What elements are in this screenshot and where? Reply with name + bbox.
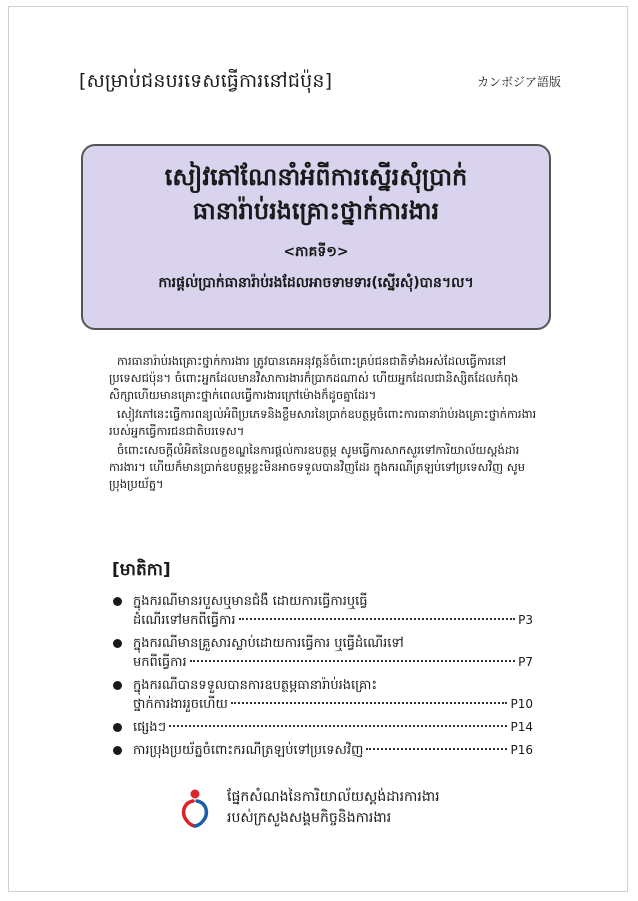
audience-label: [សម្រាប់ជនបរទេសធ្វើការនៅជប៉ុន] [79,70,333,92]
bullet-icon [113,597,122,606]
toc-item-line: ក្នុងករណីបានទទួលបានការឧបត្ថម្ភធានារ៉ាប់រងគ្រោះ [133,678,378,693]
language-tag: カンボジア語版 [477,75,562,89]
organization-name [227,787,440,829]
intro-paragraph: ចំពោះសេចក្ដីលំអិតនៃលក្ខខណ្ឌនៃការផ្ដល់ការឧបត្ថម្ភ សូមធ្វើការសាកសួរទៅការិយាល័យស្ដង់ដារការងារ។ ហើយក៏មានប្រាក់ឧបត្ថម្ភខ្លះមិនអាចទទួលបានវិញដែរ ក្នុងករណីត្រឡប់ទៅប្រទេសវិញ សូមប្រុងប្រយ័ត្ន។ [109,443,525,491]
toc-heading: [មាតិកា] [112,560,171,580]
part-label: <ភាគទី១> [283,244,349,260]
dot-leader [366,748,507,750]
toc-item[interactable] [113,741,533,760]
intro-paragraph: ការធានារ៉ាប់រងគ្រោះថ្នាក់ការងារ ត្រូវបានគេអនុវត្តន៍ចំពោះគ្រប់ជនជាតិទាំងអស់ដែលធ្វើការនៅប្រទេសជប៉ុន។ ចំពោះអ្នកដែលមានវិសាការងារក៏ប្រាកដណាស់ ហើយអ្នកដែលជានិស្សិតដែលកំពុងសិក្សាហើយមានគ្រោះថ្នាក់ពេលធ្វើការងារក្រៅម៉ោងក៏ដូចគ្នាដែរ។ [109,354,519,402]
toc-item-line: មកពីធ្វើការ [133,655,187,670]
toc-page-number: P3 [518,613,533,627]
intro-paragraph: សៀវភៅនេះធ្វើការពន្យល់អំពីប្រភេទនិងខ្លឹមសារនៃប្រាក់ឧបត្ថម្ភចំពោះការធានារ៉ាប់រងគ្រោះថ្នាក់ការងាររបស់អ្នកធ្វើការជនជាតិបរទេស។ [109,407,537,438]
toc-item-line: ក្នុងករណីមានគ្រួសារស្លាប់ដោយការធ្វើការ ឬធ្វើដំណើរទៅ [133,636,404,651]
toc-item-row [133,695,533,714]
ministry-logo-icon [179,788,211,828]
toc-page-number: P14 [510,720,533,734]
toc-item-row [133,718,533,737]
title-line-2: ធានារ៉ាប់រងគ្រោះថ្នាក់ការងារ [192,197,440,225]
footer [179,787,440,829]
toc-page-number: P10 [510,697,533,711]
bullet-icon [113,723,122,732]
org-line-2: របស់ក្រសួងសង្គមកិច្ចនិងការងារ [227,810,392,826]
intro-text [109,353,539,495]
toc-item-row [133,741,533,760]
dot-leader [239,618,516,620]
toc-item-line: ដំណើរទៅមកពីធ្វើការ [133,613,236,628]
bullet-icon [113,639,122,648]
toc-item-row [133,611,533,630]
subtitle: ការផ្ដល់ប្រាក់ធានារ៉ាប់រងដែលអាចទាមទារ(ស្នើរសុំ)បាន។ល។ [158,275,474,291]
title-line-1: សៀវភៅណែនាំអំពីការស្នើរសុំប្រាក់ [164,163,468,191]
toc-item-row [133,653,533,672]
table-of-contents [113,592,533,764]
toc-page-number: P7 [518,655,533,669]
toc-item[interactable] [113,718,533,737]
toc-item-line: ការប្រុងប្រយ័ត្នចំពោះករណីត្រឡប់ទៅប្រទេសវិញ [133,743,364,758]
toc-item-line: ផ្សេងៗ [133,720,167,735]
bullet-icon [113,746,122,755]
dot-leader [190,660,515,662]
toc-item-line: ក្នុងករណីមានរបួសឬមានជំងឺ ដោយការធ្វើការឬធ្វើ [133,594,368,609]
toc-item[interactable] [113,676,533,714]
toc-item[interactable] [113,634,533,672]
bullet-icon [113,681,122,690]
document-page [8,6,628,892]
toc-page-number: P16 [510,743,533,757]
dot-leader [231,702,508,704]
toc-item-line: ថ្នាក់ការងាររួចហើយ [133,697,228,712]
org-line-1: ផ្នែកសំណងនៃការិយាល័យស្ដង់ដារការងារ [227,789,440,805]
toc-item[interactable] [113,592,533,630]
dot-leader [169,725,507,727]
title-box [81,144,551,330]
